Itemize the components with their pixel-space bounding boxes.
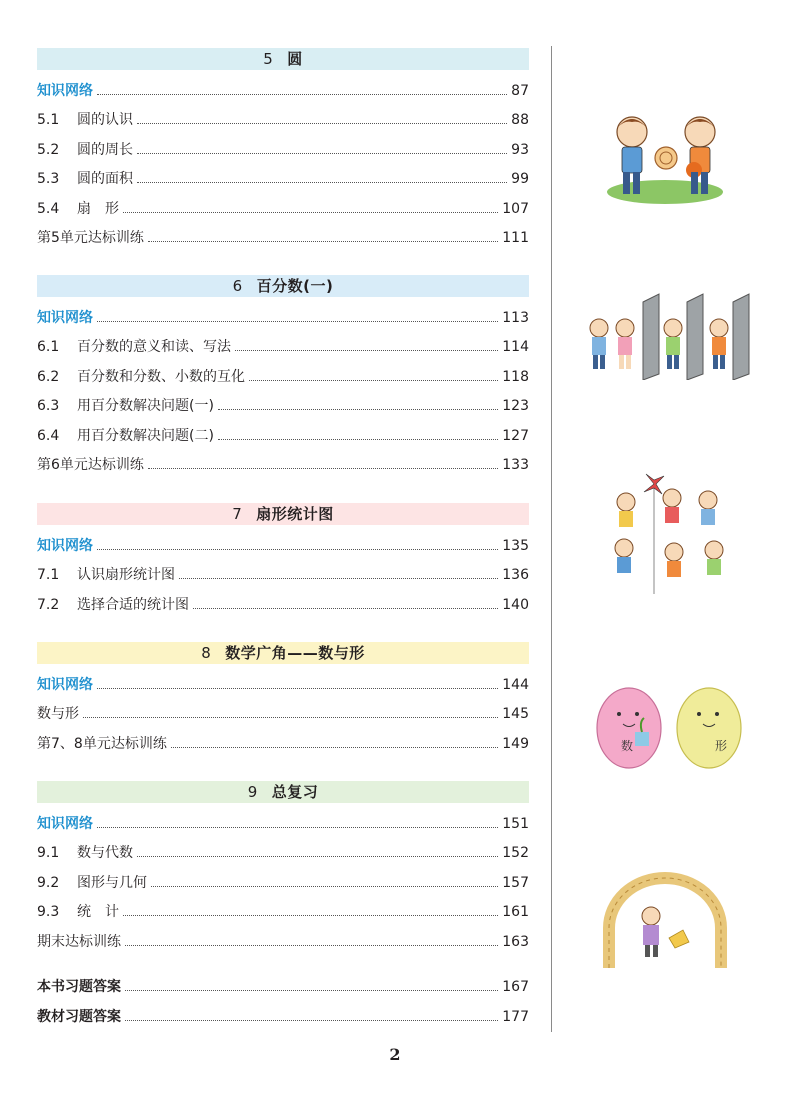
entry-label-wrap [37,427,214,445]
toc-entry[interactable] [37,336,529,356]
entry-title: 知识网络 [37,677,93,693]
toc-entry[interactable] [37,564,529,584]
entry-title: 知识网络 [37,538,93,554]
entry-number: 9.2 [37,874,60,891]
leader-dots [148,467,498,469]
section-number: 8 [201,644,212,662]
leader-dots [97,687,498,689]
entry-title: 百分数和分数、小数的互化 [77,368,245,385]
section-number: 5 [263,50,274,68]
entry-page: 93 [511,141,529,158]
entry-title: 数与形 [37,706,79,723]
entry-number: 6.3 [37,398,60,415]
entry-number: 6.2 [37,368,60,385]
entry-title: 统 计 [77,904,119,921]
entry-title: 认识扇形统计图 [77,567,175,584]
toc-entry[interactable] [37,901,529,921]
entry-number: 7.2 [37,596,60,613]
toc-entry[interactable] [37,307,529,327]
entry-label-wrap [37,338,231,356]
entry-number: 9.3 [37,904,60,921]
leader-dots [137,122,507,124]
section-title: 数学广角——数与形 [225,644,365,662]
leader-dots [123,914,498,916]
leader-dots [148,240,498,242]
leader-dots [179,577,498,579]
entry-page: 87 [511,83,529,99]
toc-entry[interactable] [37,813,529,833]
entry-label-wrap [37,874,147,892]
entry-page: 133 [502,457,529,473]
arch-illustration [603,872,727,970]
toc-entry[interactable] [37,872,529,892]
entry-number: 6.4 [37,427,60,444]
toc-entry[interactable] [37,674,529,694]
entry-page: 151 [502,816,529,832]
leader-dots [249,379,498,381]
leader-dots [125,944,498,946]
entry-page: 118 [502,368,529,385]
entry-number: 6.1 [37,339,60,356]
entry-title: 圆的周长 [77,141,133,158]
leader-dots [171,746,498,748]
entry-label-wrap [37,815,93,833]
entry-label-wrap [37,735,167,753]
toc-entry[interactable] [37,366,529,386]
section-header [37,275,529,297]
entry-label-wrap [37,111,133,129]
entry-label-wrap [37,933,121,951]
entry-label-wrap [37,170,133,188]
section-number: 9 [247,783,258,801]
entry-title: 选择合适的统计图 [77,596,189,613]
toc-entry[interactable] [37,454,529,474]
entry-title: 知识网络 [37,310,93,326]
leader-dots [125,989,498,991]
entry-label-wrap [37,844,133,862]
entry-page: 163 [502,933,529,950]
entry-title: 教材习题答案 [37,1009,121,1025]
toc-entry[interactable] [37,594,529,614]
entry-title: 数与代数 [77,845,133,862]
entry-page: 136 [502,567,529,584]
entry-title: 用百分数解决问题(一) [77,398,214,415]
section-9 [37,781,529,950]
section-8 [37,642,529,752]
toc-entry[interactable] [37,703,529,723]
leader-dots [97,320,498,322]
section-header [37,781,529,803]
entry-number: 5.1 [37,112,60,129]
entry-page: 149 [502,735,529,752]
toc-entry[interactable] [37,168,529,188]
leader-dots [218,438,498,440]
entry-title: 本书习题答案 [37,979,121,995]
toc-entry[interactable] [37,198,529,218]
entry-page: 111 [502,230,529,246]
kids-pinwheel-illustration [606,470,736,594]
leader-dots [137,181,507,183]
leader-dots [137,855,498,857]
entry-title: 第6单元达标训练 [37,457,144,473]
entry-page: 161 [502,904,529,921]
entry-number: 5.3 [37,171,60,188]
entry-label-wrap [37,903,119,921]
leader-dots [235,349,498,351]
leader-dots [97,93,507,95]
toc-entry[interactable] [37,395,529,415]
toc-entry[interactable] [37,109,529,129]
entry-page: 145 [502,706,529,723]
section-title: 总复习 [271,783,319,801]
entry-number: 9.1 [37,845,60,862]
eggs-number-shape-illustration [595,684,745,772]
leader-dots [193,607,498,609]
entry-label-wrap [37,229,144,247]
entry-page: 135 [502,538,529,554]
entry-number: 5.4 [37,200,60,217]
entry-title: 知识网络 [37,83,93,99]
entry-title: 第5单元达标训练 [37,230,144,246]
entry-page: 152 [502,845,529,862]
section-header [37,48,529,70]
kids-circle-illustration [604,110,726,206]
entry-label-wrap [37,456,144,474]
entry-page: 114 [502,339,529,356]
entry-page: 140 [502,596,529,613]
entry-label-wrap [37,566,175,584]
entry-page: 99 [511,171,529,188]
entry-title: 扇 形 [77,200,119,217]
entry-label-wrap [37,537,93,555]
egg-left-label: 数 [621,739,634,753]
toc-entry[interactable] [37,842,529,862]
column-divider [551,46,552,1032]
entry-page: 144 [502,677,529,693]
section-6 [37,275,529,473]
entry-title: 第7、8单元达标训练 [37,735,167,752]
leader-dots [83,716,498,718]
answer-entry[interactable] [37,976,529,996]
entry-page: 123 [502,398,529,415]
entry-title: 圆的面积 [77,171,133,188]
entry-page: 177 [502,1009,529,1025]
entry-title: 百分数的意义和读、写法 [77,339,231,356]
toc-entry[interactable] [37,139,529,159]
entry-number: 7.1 [37,567,60,584]
toc-entry[interactable] [37,80,529,100]
section-number: 7 [232,505,243,523]
section-header [37,503,529,525]
entry-label-wrap [37,141,133,159]
entry-page: 88 [511,112,529,129]
entry-label-wrap [37,397,214,415]
section-5 [37,48,529,246]
entry-number: 5.2 [37,141,60,158]
entry-title: 图形与几何 [77,874,147,891]
page-number: 2 [389,1045,401,1064]
entry-label-wrap [37,309,93,327]
entry-title: 圆的认识 [77,112,133,129]
leader-dots [123,211,498,213]
entry-page: 127 [502,427,529,444]
leader-dots [218,408,498,410]
entry-label-wrap [37,596,189,614]
leader-dots [151,885,498,887]
kids-doors-illustration [585,292,755,380]
toc-entry[interactable] [37,733,529,753]
toc-entry[interactable] [37,535,529,555]
leader-dots [97,826,498,828]
leader-dots [137,152,507,154]
entry-page: 107 [502,200,529,217]
entry-label-wrap [37,368,245,386]
entry-label-wrap [37,82,93,100]
entry-title: 用百分数解决问题(二) [77,427,214,444]
toc-entry[interactable] [37,931,529,951]
entry-label-wrap [37,705,79,723]
section-number: 6 [232,277,243,295]
entry-title: 知识网络 [37,816,93,832]
entry-page: 167 [502,979,529,995]
leader-dots [97,548,498,550]
section-title: 百分数(一) [256,277,334,295]
section-title: 圆 [287,50,303,68]
egg-right-label: 形 [715,739,728,753]
entry-page: 113 [502,310,529,326]
entry-label-wrap [37,676,93,694]
entry-title: 期末达标训练 [37,933,121,950]
answer-entry[interactable] [37,1006,529,1026]
toc-entry[interactable] [37,425,529,445]
entry-page: 157 [502,874,529,891]
entry-label-wrap [37,200,119,218]
leader-dots [125,1019,498,1021]
section-title: 扇形统计图 [256,505,334,523]
toc-entry[interactable] [37,227,529,247]
section-7 [37,503,529,613]
section-header [37,642,529,664]
